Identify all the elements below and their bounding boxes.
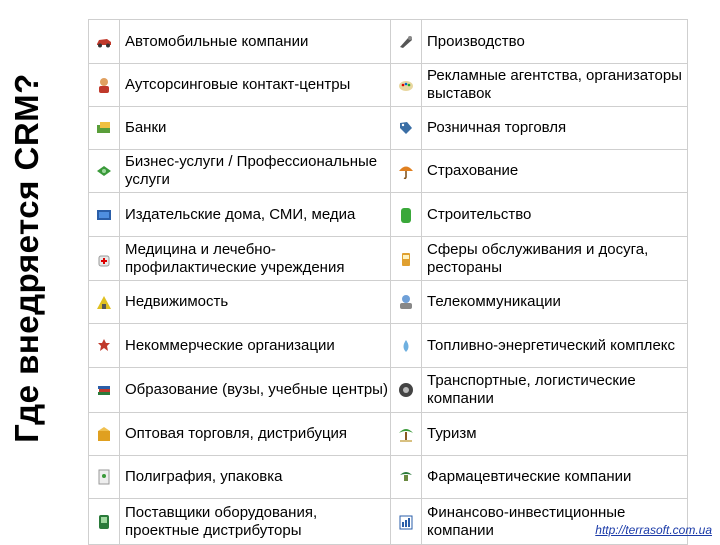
banknote-icon xyxy=(95,119,113,137)
building-icon xyxy=(397,206,415,224)
boxes-icon xyxy=(95,425,113,443)
left-icon-cell xyxy=(89,20,120,64)
left-industry-label: Аутсорсинговые контакт-центры xyxy=(120,64,391,107)
left-icon-cell xyxy=(89,64,120,107)
left-icon-cell xyxy=(89,456,120,499)
right-industry-label: Телекоммуникации xyxy=(422,281,688,324)
oil-drop-icon xyxy=(397,337,415,355)
money-icon xyxy=(95,162,113,180)
right-industry-label: Строительство xyxy=(422,193,688,237)
right-industry-label: Туризм xyxy=(422,413,688,456)
right-industry-label: Производство xyxy=(422,20,688,64)
left-industry-label: Издательские дома, СМИ, медиа xyxy=(120,193,391,237)
left-industry-label: Медицина и лечебно-профилактические учреждения xyxy=(120,237,391,281)
left-industry-label: Поставщики оборудования, проектные дистрибуторы xyxy=(120,499,391,545)
right-industry-label: Страхование xyxy=(422,150,688,193)
award-icon xyxy=(95,337,113,355)
right-icon-cell xyxy=(391,150,422,193)
left-industry-label: Автомобильные компании xyxy=(120,20,391,64)
right-industry-label: Рекламные агентства, организаторы выставок xyxy=(422,64,688,107)
left-icon-cell xyxy=(89,193,120,237)
left-industry-label: Образование (вузы, учебные центры) xyxy=(120,368,391,413)
left-industry-label: Некоммерческие организации xyxy=(120,324,391,368)
books-icon xyxy=(95,381,113,399)
monitor-icon xyxy=(95,206,113,224)
right-icon-cell xyxy=(391,20,422,64)
pharma-icon xyxy=(397,468,415,486)
table-row xyxy=(89,281,688,324)
left-icon-cell xyxy=(89,413,120,456)
telecom-icon xyxy=(397,293,415,311)
operator-icon xyxy=(95,76,113,94)
wrench-icon xyxy=(397,33,415,51)
right-icon-cell xyxy=(391,368,422,413)
car-icon xyxy=(95,33,113,51)
table-row xyxy=(89,150,688,193)
device-icon xyxy=(95,513,113,531)
right-industry-label: Транспортные, логистические компании xyxy=(422,368,688,413)
right-icon-cell xyxy=(391,107,422,150)
table-row xyxy=(89,413,688,456)
left-industry-label: Недвижимость xyxy=(120,281,391,324)
table-row xyxy=(89,324,688,368)
palette-icon xyxy=(397,76,415,94)
left-industry-label: Банки xyxy=(120,107,391,150)
finance-icon xyxy=(397,513,415,531)
right-industry-label: Топливно-энергетический комплекс xyxy=(422,324,688,368)
wheel-icon xyxy=(397,381,415,399)
right-icon-cell xyxy=(391,193,422,237)
left-icon-cell xyxy=(89,499,120,545)
right-icon-cell xyxy=(391,324,422,368)
vertical-title-wrap xyxy=(0,0,57,540)
print-icon xyxy=(95,468,113,486)
medicine-icon xyxy=(95,250,113,268)
left-icon-cell xyxy=(89,324,120,368)
right-icon-cell xyxy=(391,456,422,499)
left-icon-cell xyxy=(89,150,120,193)
left-industry-label: Полиграфия, упаковка xyxy=(120,456,391,499)
left-icon-cell xyxy=(89,368,120,413)
industries-table xyxy=(88,19,688,545)
umbrella-icon xyxy=(397,162,415,180)
table-row xyxy=(89,499,688,545)
table-row xyxy=(89,237,688,281)
left-icon-cell xyxy=(89,281,120,324)
right-icon-cell xyxy=(391,237,422,281)
right-industry-label: Финансово-инвестиционные компании xyxy=(422,499,688,545)
table-row xyxy=(89,107,688,150)
left-industry-label: Бизнес-услуги / Профессиональные услуги xyxy=(120,150,391,193)
table-row xyxy=(89,456,688,499)
palm-tree-icon xyxy=(397,425,415,443)
price-tag-icon xyxy=(397,119,415,137)
left-icon-cell xyxy=(89,107,120,150)
table-row xyxy=(89,64,688,107)
drink-icon xyxy=(397,250,415,268)
right-icon-cell xyxy=(391,64,422,107)
right-industry-label: Сферы обслуживания и досуга, рестораны xyxy=(422,237,688,281)
table-row xyxy=(89,368,688,413)
right-icon-cell xyxy=(391,499,422,545)
website-link[interactable]: http://terrasoft.com.ua xyxy=(595,523,712,537)
right-industry-label: Фармацевтические компании xyxy=(422,456,688,499)
right-industry-label: Розничная торговля xyxy=(422,107,688,150)
page-title: Где внедряется CRM? xyxy=(8,73,45,443)
table-row xyxy=(89,193,688,237)
left-industry-label: Оптовая торговля, дистрибуция xyxy=(120,413,391,456)
left-icon-cell xyxy=(89,237,120,281)
house-icon xyxy=(95,293,113,311)
table-row xyxy=(89,20,688,64)
right-icon-cell xyxy=(391,413,422,456)
right-icon-cell xyxy=(391,281,422,324)
